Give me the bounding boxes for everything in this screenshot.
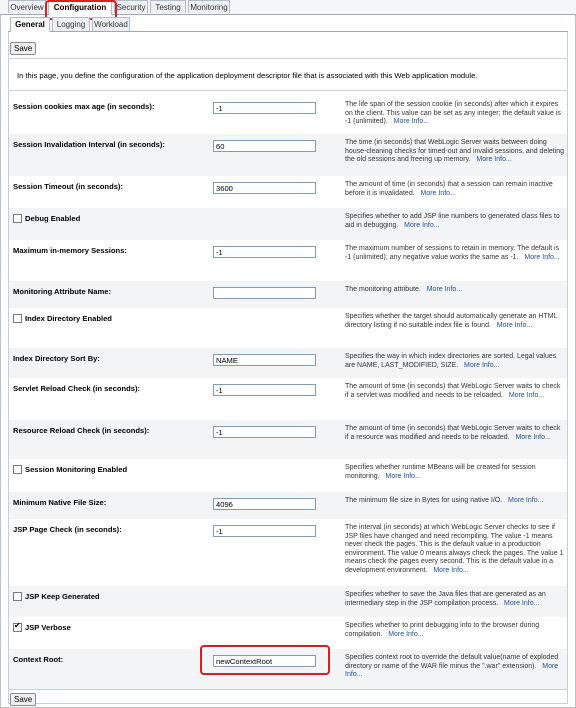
setting-input[interactable]: -1 [213,525,316,537]
setting-checkbox[interactable] [13,314,22,323]
setting-description [345,464,565,481]
more-info-link[interactable]: More Info... [404,221,440,229]
setting-input[interactable]: -1 [213,384,316,396]
more-info-link[interactable]: More Info... [345,662,559,679]
setting-description [345,181,565,198]
setting-input[interactable]: 60 [213,140,316,152]
setting-row [9,308,567,348]
more-info-link[interactable]: More Info... [385,472,421,480]
setting-row [9,281,567,308]
description-text: The amount of time (in seconds) that WebLogic Server waits to check if a resource was modified and needs to be reloaded. [345,425,561,441]
setting-description [345,313,565,330]
tab-overview[interactable]: Overview [8,0,46,13]
more-info-link[interactable]: More Info... [504,599,540,607]
divider [8,689,568,690]
more-info-link[interactable]: More Info... [388,630,424,638]
description-text: The amount of time (in seconds) that WebLogic Server waits to check if a servlet was modified and needs to be reloaded. [345,383,561,399]
setting-label: JSP Keep Generated [25,592,100,601]
setting-label: Servlet Reload Check (in seconds): [13,384,141,393]
setting-row [9,586,567,617]
setting-description [345,101,565,127]
setting-label: Monitoring Attribute Name: [13,287,112,296]
setting-checkbox[interactable] [13,465,22,474]
description-text: Specifies whether to print debugging info to the browser during compilation. [345,622,540,638]
setting-label: Minimum Native File Size: [13,498,107,507]
description-text: Specifies whether the target should automatically generate an HTML directory listing if no suitable index file is found. [345,313,558,329]
description-text: The maximum number of sessions to retain in memory. The default is -1 (unlimited); any negative value works the same as -1. [345,245,560,261]
description-text: Specifies whether to save the Java files that are generated as an intermediary step in the JSP compilation process. [345,591,546,607]
setting-description [345,524,565,576]
more-info-link[interactable]: More Info... [426,286,463,293]
setting-description [345,425,565,442]
setting-row [9,96,567,134]
more-info-link[interactable]: More Info... [515,433,551,441]
more-info-link[interactable]: More Info... [464,361,500,369]
setting-row [9,378,567,420]
more-info-link[interactable]: More Info... [393,118,430,126]
description-text: The time (in seconds) that WebLogic Server waits between doing house-cleaning checks for timed-out and invalid sessions, and deleting the old sessions and freeing up memory. [345,139,565,164]
setting-checkbox[interactable] [13,623,22,632]
save-button-top[interactable]: Save [10,42,36,55]
setting-input[interactable]: NAME [213,354,316,366]
setting-input[interactable]: -1 [213,246,316,258]
more-info-link[interactable]: More Info... [508,391,545,399]
setting-checkbox[interactable] [13,214,22,223]
setting-label: Debug Enabled [25,214,81,223]
more-info-link[interactable]: More Info... [496,321,533,329]
setting-description [345,654,565,680]
setting-description [345,383,565,400]
setting-description [345,213,565,230]
description-text: The interval (in seconds) at which WebLogic Server checks to see if JSP files have changed and need recompiling. The value -1 means never check the pages. This is the default value in a production environment. The value 0 means always check the pages. The value 1 means check the pages every second. This is the default value in a development environment. [345,524,564,574]
sub-tab-bar [8,17,568,32]
setting-input[interactable]: -1 [213,102,316,114]
tab-security[interactable]: Security [114,0,148,13]
setting-label: Context Root: [13,655,64,664]
subtab-logging[interactable]: Logging [52,17,90,31]
description-text: The life span of the session cookie (in seconds) after which it expires on the client. This value can be set as any integer; the default value is -1 (unlimited). [345,101,561,126]
setting-label: Session Timeout (in seconds): [13,182,123,191]
setting-row [9,348,567,378]
setting-label: Index Directory Enabled [25,314,112,323]
context-root-input[interactable]: newContextRoot [213,655,316,667]
setting-label: JSP Verbose [25,623,71,632]
setting-description [345,245,565,262]
description-text: The minimum file size in Bytes for using native I/O. [345,497,503,504]
setting-label: Session cookies max age (in seconds): [13,102,155,111]
subtab-general[interactable]: General [10,17,50,32]
description-text: Specifies context root to override the default value(name of exploded directory or name of the WAR file minus the ".war" extension). [345,654,559,670]
setting-label: Session Invalidation Interval (in seconds): [13,140,165,149]
setting-row [9,492,567,519]
more-info-link[interactable]: More Info... [508,497,544,504]
setting-row [9,208,567,240]
setting-description [345,622,565,639]
tab-monitoring[interactable]: Monitoring [188,0,230,13]
setting-description [345,497,565,506]
description-text: The amount of time (in seconds) that a session can remain inactive before it is invalidated. [345,181,553,197]
setting-label: Session Monitoring Enabled [25,465,128,474]
setting-row [9,420,567,459]
setting-checkbox[interactable] [13,592,22,601]
setting-row [9,519,567,586]
setting-label: Index Directory Sort By: [13,354,100,363]
tab-configuration[interactable]: Configuration [48,0,112,15]
intro-text: In this page, you define the configuration of the application deployment descriptor file that is associated with this Web application module. [17,71,478,80]
more-info-link[interactable]: More Info... [420,189,456,197]
setting-input[interactable] [213,287,316,299]
setting-description [345,353,565,370]
description-text: The monitoring attribute. [345,286,421,293]
description-text: Specifies the way in which index directories are sorted. Legal values are NAME, LAST_MODIFIED, SIZE. [345,353,557,369]
more-info-link[interactable]: More Info... [524,253,560,261]
more-info-link[interactable]: More Info... [476,156,512,164]
context-root-highlight [200,645,330,675]
subtab-workload[interactable]: Workload [92,17,130,31]
setting-description [345,286,565,295]
save-button-bottom[interactable]: Save [10,693,36,706]
more-info-link[interactable]: More Info... [433,566,469,574]
setting-label: Maximum in-memory Sessions: [13,246,127,255]
tab-testing[interactable]: Testing [150,0,186,13]
setting-input[interactable]: 3600 [213,182,316,194]
description-text: Specifies whether to add JSP line numbers to generated class files to aid in debugging. [345,213,560,229]
setting-row [9,176,567,208]
setting-description [345,591,565,608]
description-text: Specifies whether runtime MBeans will be created for session monitoring. [345,464,536,480]
divider [8,58,568,59]
setting-input[interactable]: 4096 [213,498,316,510]
setting-row [9,240,567,281]
setting-description [345,139,565,165]
setting-row [9,459,567,492]
setting-row [9,134,567,176]
setting-input[interactable]: -1 [213,426,316,438]
setting-label: JSP Page Check (in seconds): [13,525,122,534]
divider [8,90,568,91]
setting-label: Resource Reload Check (in seconds): [13,426,150,435]
